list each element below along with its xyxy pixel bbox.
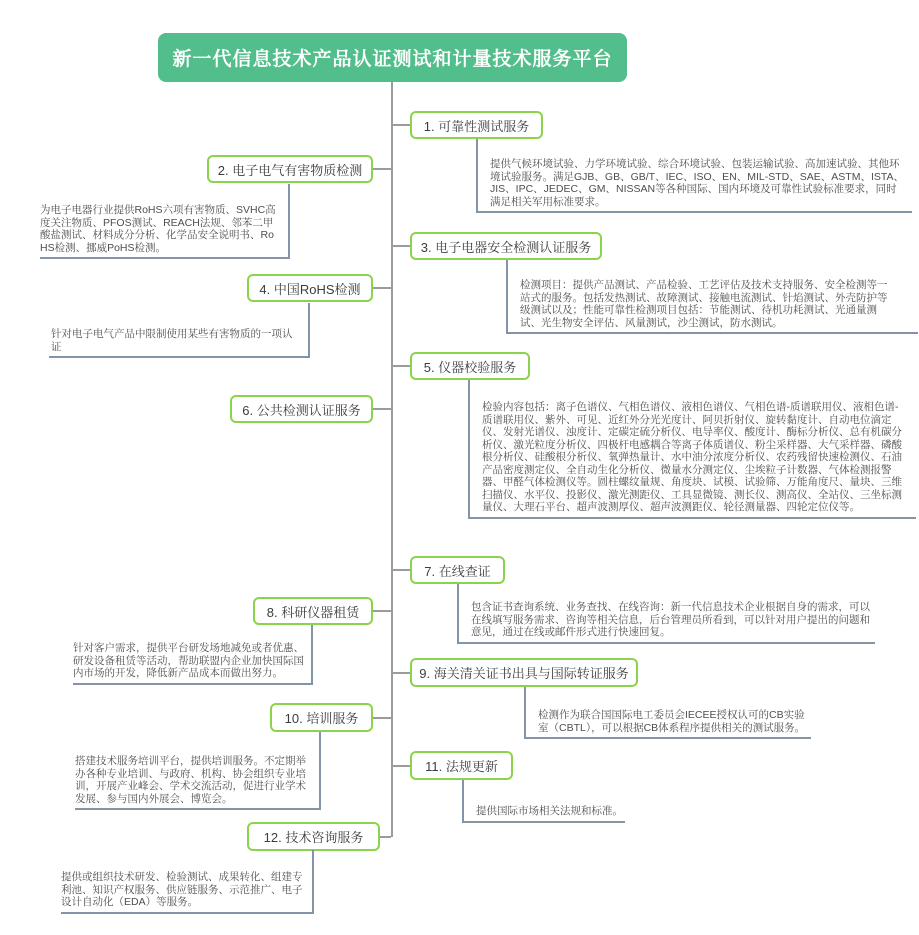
connector-line-12	[380, 836, 391, 838]
branch-node-11[interactable]: 11. 法规更新	[410, 751, 513, 780]
connector-line-4	[373, 287, 391, 289]
connector-line-1	[393, 124, 410, 126]
branch-node-8[interactable]: 8. 科研仪器租赁	[253, 597, 373, 625]
branch-node-10[interactable]: 10. 培训服务	[270, 703, 373, 732]
branch-description-4: 针对电子电气产品中限制使用某些有害物质的一项认证	[49, 303, 310, 358]
connector-line-2	[373, 168, 391, 170]
branch-node-5[interactable]: 5. 仪器校验服务	[410, 352, 530, 380]
branch-description-2: 为电子电器行业提供RoHS六项有害物质、SVHC高度关注物质、PFOS测试、REACH法规、邻苯二甲酸盐测试、材料成分分析、化学品安全说明书、RoHS检测、挪威PoHS检测。	[40, 184, 290, 259]
branch-description-10: 搭建技术服务培训平台，提供培训服务。不定期举办各种专业培训、与政府、机构、协会组织专业培训，开展产业峰会、学术交流活动，促进行业学术发展、参与国内外展会、博览会。	[75, 732, 321, 810]
branch-node-9[interactable]: 9. 海关清关证书出具与国际转证服务	[410, 658, 638, 687]
branch-description-7: 包含证书查询系统、业务查找、在线咨询：新一代信息技术企业根据自身的需求，可以在线填写服务需求、咨询等相关信息，后台管理员所看到，可以针对用户提出的问题和意见，通过在线或邮件形式进行快速回复。	[457, 584, 875, 644]
connector-line-8	[373, 610, 391, 612]
branch-node-7[interactable]: 7. 在线查证	[410, 556, 505, 584]
branch-description-9: 检测作为联合国国际电工委员会IECEE授权认可的CB实验室（CBTL），可以根据CB体系程序提供相关的测试服务。	[524, 687, 811, 739]
branch-node-3[interactable]: 3. 电子电器安全检测认证服务	[410, 232, 602, 260]
branch-description-11: 提供国际市场相关法规和标准。	[462, 780, 625, 823]
connector-line-10	[373, 717, 391, 719]
branch-description-3: 检测项目：提供产品测试、产品检验、工艺评估及技术支持服务、安全检测等一站式的服务。包括发热测试、故障测试、接触电流测试、针焰测试、外壳防护等级测试以及；性能可靠性检测项目包括：节能测试、待机功耗测试、光通量测试、光生物安全评估、风量测试，沙尘测试，防水测试。	[506, 260, 918, 334]
platform-title[interactable]: 新一代信息技术产品认证测试和计量技术服务平台	[158, 33, 627, 82]
connector-line-9	[393, 672, 410, 674]
connector-line-5	[393, 365, 410, 367]
branch-description-1: 提供气候环境试验、力学环境试验、综合环境试验、包装运输试验、高加速试验、其他环境试验服务。满足GJB、GB、GB/T、IEC、ISO、EN、MIL-STD、SAE、ASTM、ISTA、JIS、IPC、JEDEC、GM、NISSAN等各种国际、国内环境及可靠性试验标准要求，同时满足相关军用标准要求。	[476, 139, 912, 213]
branch-node-4[interactable]: 4. 中国RoHS检测	[247, 274, 373, 302]
branch-node-1[interactable]: 1. 可靠性测试服务	[410, 111, 543, 139]
connector-line-11	[393, 765, 410, 767]
connector-line-3	[393, 245, 410, 247]
branch-node-6[interactable]: 6. 公共检测认证服务	[230, 395, 373, 423]
branch-description-8: 针对客户需求，提供平台研发场地减免或者优惠、研发设备租赁等活动，帮助联盟内企业加快国际国内市场的开发，降低新产品成本而做出努力。	[73, 625, 313, 685]
branch-node-12[interactable]: 12. 技术咨询服务	[247, 822, 380, 851]
connector-line-7	[393, 569, 410, 571]
connector-line-6	[373, 408, 391, 410]
branch-node-2[interactable]: 2. 电子电气有害物质检测	[207, 155, 373, 183]
trunk-line	[391, 82, 393, 837]
branch-description-5: 检验内容包括：离子色谱仪、气相色谱仪、液相色谱仪、气相色谱-质谱联用仪、液相色谱-质谱联用仪、紫外、可见、近红外分光光度计、阿贝折射仪、旋转黏度计、自动电位滴定仪、发射光谱仪、浊度计、定碳定硫分析仪、电导率仪、酸度计、酶标分析仪、总有机碳分析仪、激光粒度分析仪、四极杆电感耦合等离子体质谱仪、粉尘采样器、大气采样器、磷酸根分析仪、硅酸根分析仪、氧弹热量计、水中油分浓度分析仪、农药残留快速检测仪、石油产品密度测定仪、全自动生化分析仪、微量水分测定仪、尘埃粒子计数器、气体检测报警器、甲醛气体检测仪等。圆柱螺纹量规、角度块、试模、试验筛、万能角度尺、量块、三维扫描仪、水平仪、投影仪、激光测距仪、工具显微镜、测长仪、测高仪、全站仪、三坐标测量仪、大理石平台、超声波测厚仪、超声波测距仪、轮径测量器、四轮定位仪等。	[468, 380, 916, 519]
branch-description-12: 提供或组织技术研发、检验测试、成果转化、组建专利池、知识产权服务、供应链服务、示范推广、电子设计自动化（EDA）等服务。	[61, 850, 314, 914]
